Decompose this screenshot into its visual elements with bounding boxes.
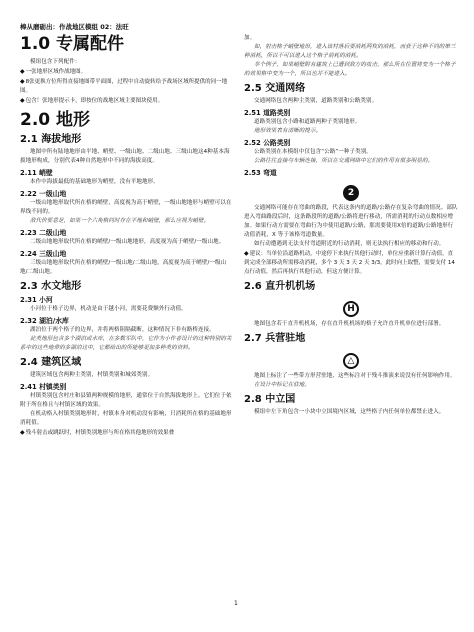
- section-2-24-title: 2.24 三级山地: [20, 250, 67, 258]
- section-1-title: 1.0 专属配件: [20, 34, 125, 54]
- bullet-text: 残斗射击或跳跃时，村镇类别地形与所在格其他地形的效果叠: [25, 430, 175, 436]
- section-2-11-title: 2.11 峭壁: [20, 169, 53, 177]
- section-2-4-body: 建筑区域包含两种主类别，村镇类别和城郊类别。: [30, 372, 154, 378]
- section-2-41-body-2: 在机动格入村镇类别地形时，村镇本身对机动没有影响，只消耗所在格的基础地形消耗值。: [20, 411, 232, 426]
- section-2-31-title: 2.31 小河: [20, 296, 53, 304]
- section-2-53-body: 交通网络可能存在弯曲的路段，代表这条内的道路/公路存在复杂弯曲的情况。部队进入弯曲路段后时，这条路段所的道路/公路将进行移动，所需消耗的行动点数相应增加。如果行动方需要在弯曲行为中使用道路/公路，那需要使用X倍的道路/公路地形行动值消耗，X 等于该格弯道数量。: [244, 205, 458, 238]
- section-2-7-body: 地图上标注了一些带方形营驻地，这些标注对于残斗推演来说没有任何影响作用。: [254, 373, 456, 379]
- section-2-51-note: 地形效果表有清晰的提示。: [254, 128, 322, 134]
- bullet-icon: ◆: [20, 97, 25, 104]
- section-2-title: 2.0 地形: [20, 110, 91, 130]
- section-2-4-title: 2.4 建筑区域: [20, 357, 82, 368]
- heliport-icon-row: [244, 296, 458, 317]
- page-header: 棒从磨砺出：作战地区模组 02：法旺: [20, 23, 129, 31]
- section-2-51-title: 2.51 道路类别: [244, 109, 291, 117]
- bullet-icon: ◆: [244, 250, 249, 257]
- section-2-32-title: 2.32 湖泊/水库: [20, 317, 69, 325]
- section-2-53-body-2: 如行动遭遇到无法支付弯道附近的行动消耗，则无法执行相应的移动和行动。: [254, 241, 445, 247]
- section-2-32-note: 此类地形包含多个湖泊或水库，在多数军队中，它作为小作者设计的这种特别的关系中的这些地带的多湖泊这中，它都给出的所能够更加多种类的资料。: [20, 336, 232, 351]
- section-2-1-title: 2.1 海拔地形: [20, 134, 82, 145]
- bullet-icon: ◆: [20, 429, 25, 436]
- bend-symbol-icon: 2: [343, 185, 359, 201]
- section-1-intro: 模组包含下列配件：: [30, 59, 81, 65]
- section-2-41-bullet: [20, 428, 232, 438]
- section-2-24-body: 三级山地地形取代所在格的峭壁/一级山地/二级山地，高度视为高于峭壁/一级山地/二级山地。: [20, 260, 227, 275]
- section-1-bullet: [20, 96, 232, 106]
- section-2-5-title: 2.5 交通网络: [244, 83, 306, 94]
- section-2-53-bullet: [244, 249, 458, 277]
- section-2-5-body: 交通网络包含两种主类别，道路类别和公路类别。: [254, 98, 378, 104]
- continued-note: 如，射击格子峭壁地形，进入该村落后要消耗两枚的消耗，而获于这种不同的第三种消耗，所以不可以进入这个格子消耗的消耗。: [244, 44, 456, 59]
- section-2-31-body: 小河位于格子边界，机动是由于越小河，需要花费额外行动值。: [30, 306, 187, 312]
- section-2-41-body: 村镇类别包含村庄和县镇两种规模的地形，通常位于自然海拔地形上。它们位于依附于所在格且与村镇区域的效果。: [20, 393, 232, 408]
- section-1-bullet: [20, 67, 232, 77]
- section-2-52-note: 公路往往直接与车辆连接，所以在交通网络中它们的作用有很多明显的。: [254, 158, 434, 164]
- section-2-51-body: 道路类别包含小路和道路两种子类别地形。: [254, 119, 361, 125]
- section-2-3-title: 2.3 水文地形: [20, 281, 82, 292]
- section-2-22-title: 2.22 一级山地: [20, 190, 67, 198]
- section-2-6-title: 2.6 直升机机场: [244, 281, 316, 292]
- left-column: [20, 34, 232, 438]
- section-2-23-body: 二级山地地形取代所在格的峭壁/一级山地地形，高度视为高于峭壁/一级山地。: [30, 239, 225, 245]
- bullet-text: 8张更换方位所得直接地图带平面图，过程中自动旋转给予战场区域所提供的同一地图。: [20, 79, 228, 94]
- bullet-icon: ◆: [20, 78, 25, 85]
- section-2-8-title: 2.8 中立国: [244, 394, 296, 405]
- section-1-bullet: [20, 77, 232, 96]
- bullet-text: 建议：当单位沿道路机动，中途停下来执行其他行动时，单位应重新计算行动值，直到完成全部移动所需移动消耗，多个 3 天 3 天 2 天 3/3，此时向上取整，需要支付 14 点行动值，然后再执行其他行动，但这方便计算。: [244, 251, 455, 275]
- right-column: [244, 34, 458, 417]
- bullet-text: 包含！张地形提示卡，即按位的战地区域主要图块使用。: [25, 98, 164, 104]
- bend-icon-row: [244, 180, 458, 201]
- section-2-22-note: 敌代价要意是，如果一个六角格同时存在平地和峭壁，那么应视为峭壁。: [30, 218, 210, 224]
- section-2-52-title: 2.52 公路类别: [244, 139, 291, 147]
- barracks-icon: △: [343, 353, 359, 369]
- section-2-23-title: 2.23 二级山地: [20, 229, 67, 237]
- barracks-icon-row: [244, 348, 458, 369]
- section-2-7-title: 2.7 兵营驻地: [244, 333, 306, 344]
- section-2-8-body: 模组中左下角包含一小块中立国境内区域，这些格子内任何单位都禁止进入。: [254, 409, 445, 415]
- section-2-52-body: 公路类别在本模组中仅包含“公路”一种子类别。: [254, 149, 372, 155]
- continued-text: 加。: [244, 35, 256, 41]
- section-2-41-title: 2.41 村镇类别: [20, 383, 67, 391]
- section-2-32-body: 湖泊位于两个格子的边界，并将两格阻隔截断，这种情况下非有路桥连接。: [30, 327, 215, 333]
- bullet-text: 一张地形区域作战地图。: [25, 69, 87, 75]
- section-2-53-title: 2.53 弯道: [244, 169, 277, 177]
- section-2-1-body: 地图中所有陆地地形由平地、峭壁、一级山地、二级山地、三级山地这4种基本海拔地形构成，分别代表4种自然地形中不同的海拔高度。: [20, 149, 230, 164]
- bullet-icon: ◆: [20, 68, 25, 75]
- section-2-7-note: 在设计中标记在驻地。: [254, 382, 311, 388]
- section-2-22-body: 一级山地地形取代所在格的峭壁，高度视为高于峭壁，一级山地地形与峭壁可以在界线不同的。: [20, 200, 232, 215]
- page-number: 1: [234, 600, 238, 607]
- section-2-6-body: 地图包含若干直升机机场，存在直升机机场的格子允许直升机单位进行部署。: [254, 321, 445, 327]
- section-2-11-body: 本作中海拔最低的基础地形为峭壁，没有平地地形。: [30, 179, 159, 185]
- example-note: 举个例子，如果峭壁附有建筑上已遭到敌方的攻击，那么所在位置将变为一个格子的效果格中变为一个，所以也并不能进入。: [244, 62, 456, 77]
- heliport-icon: H: [343, 301, 359, 317]
